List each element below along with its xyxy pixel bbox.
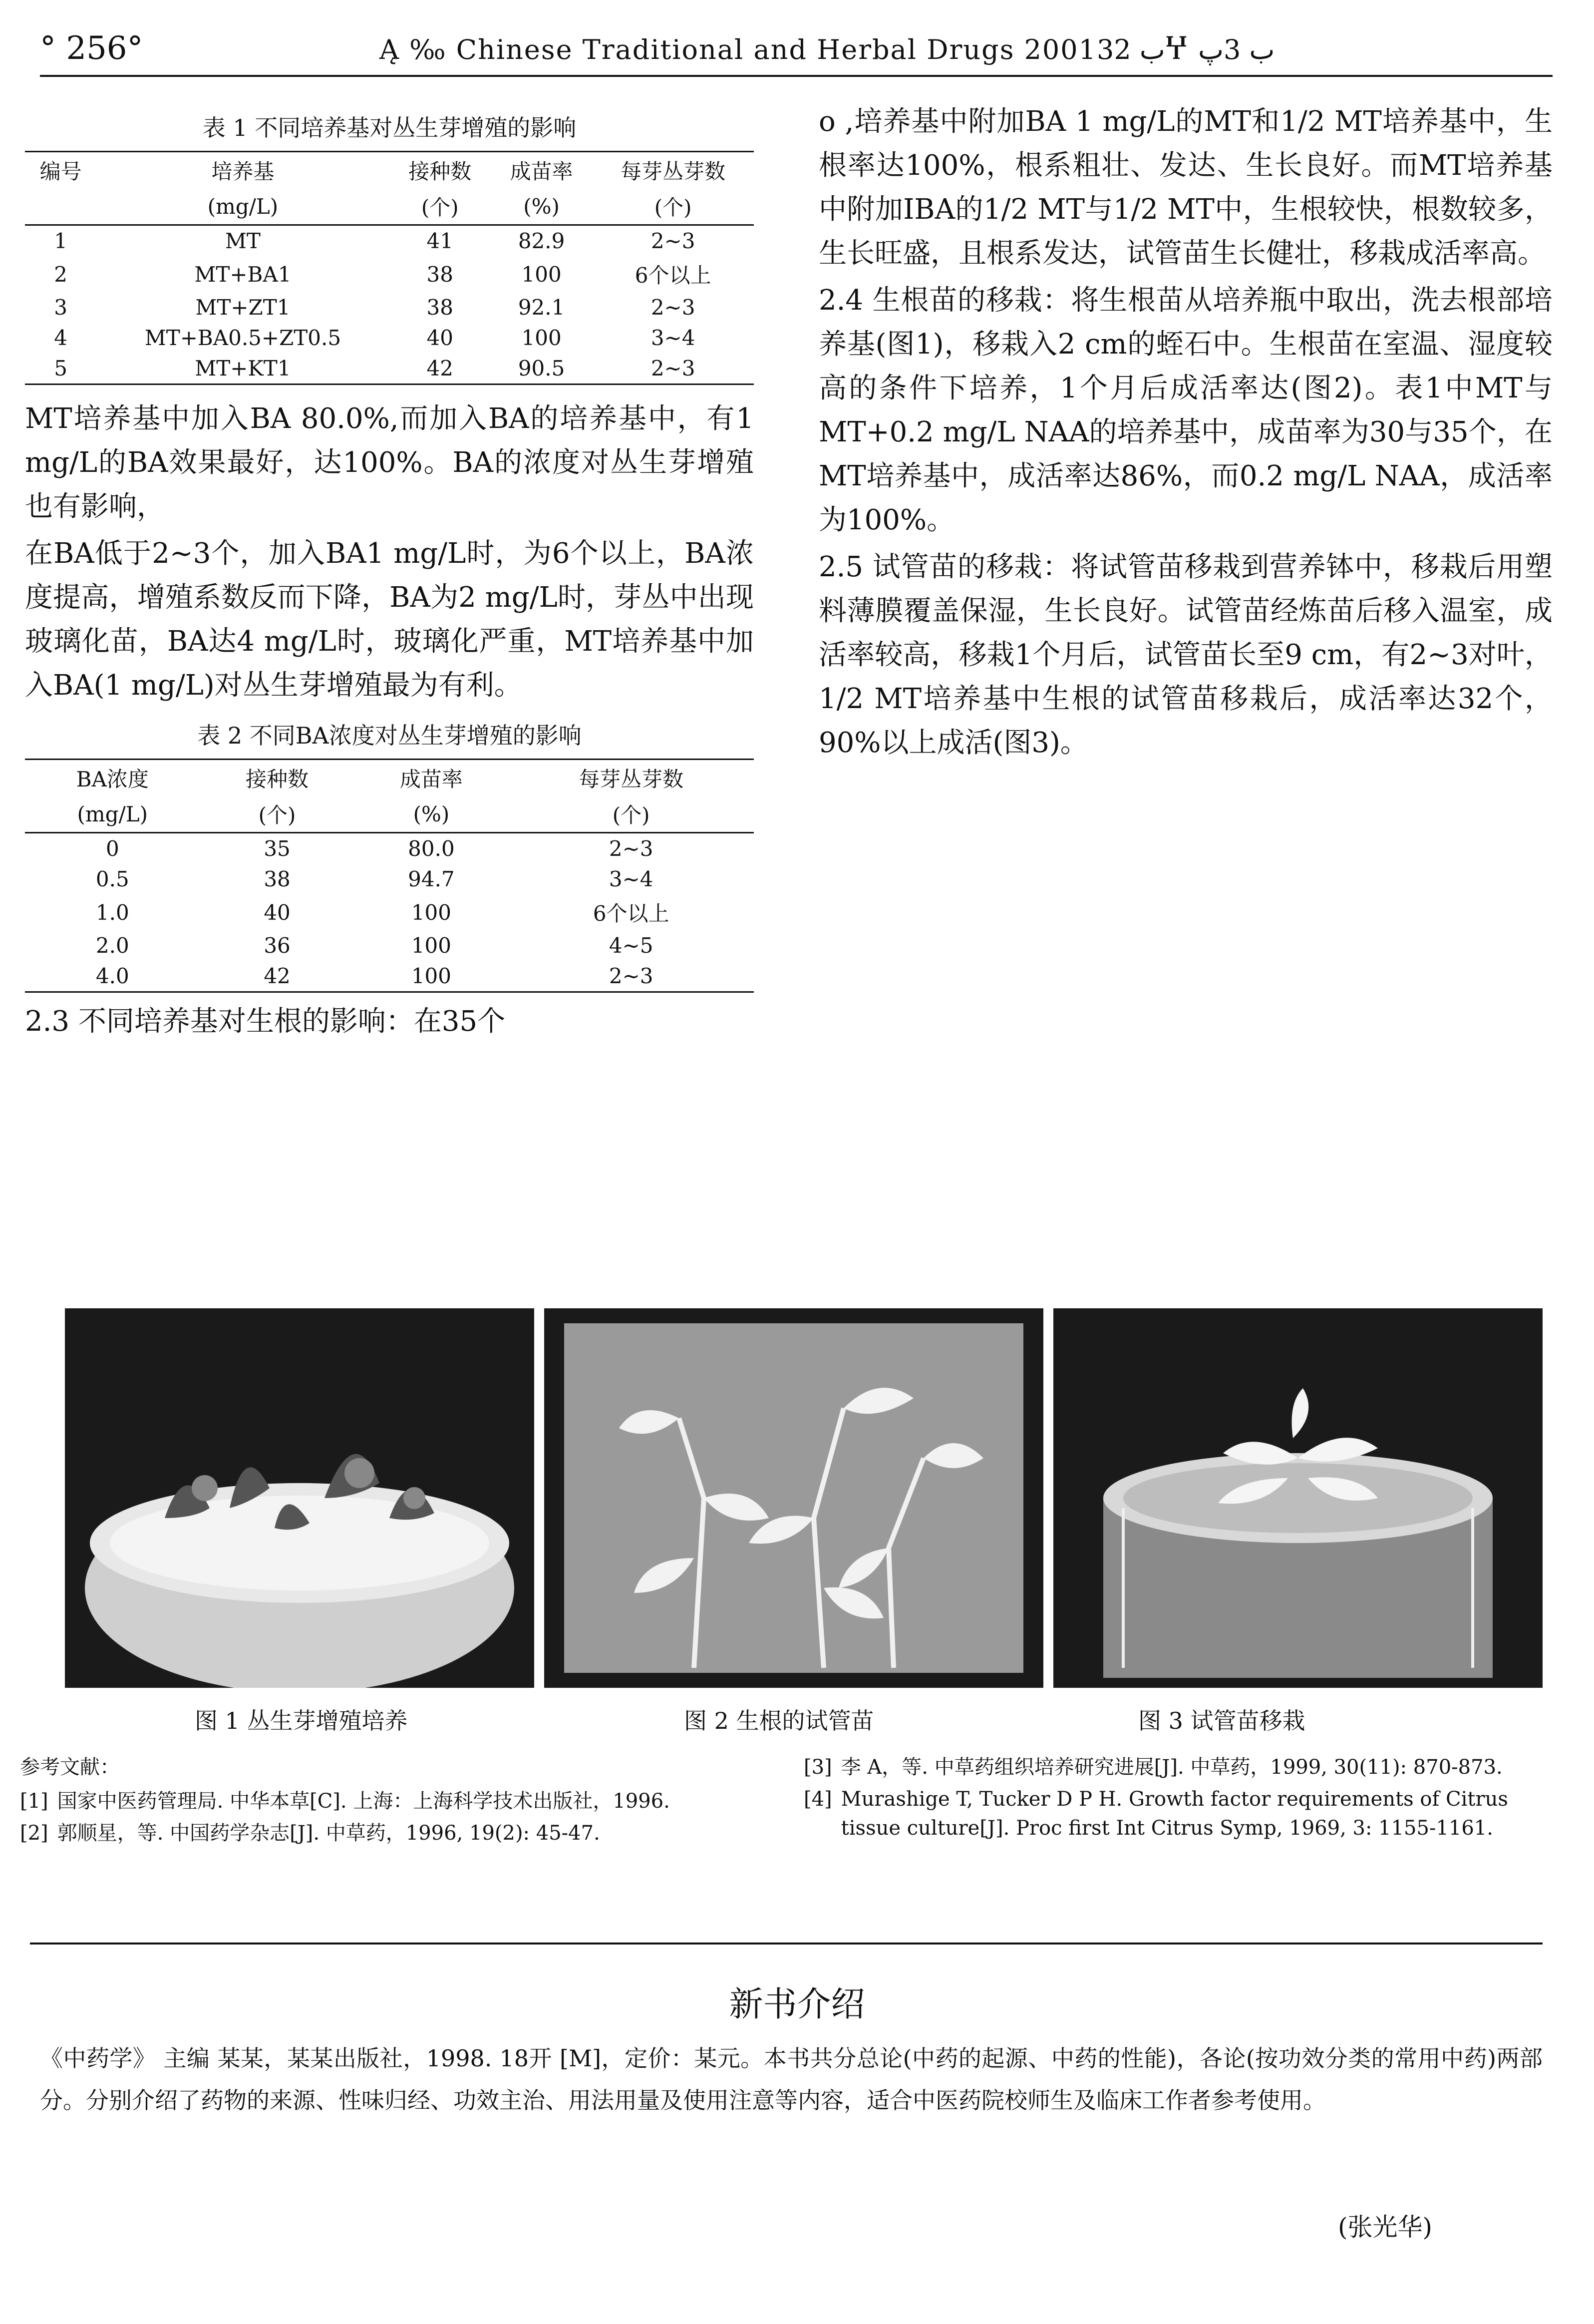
table2-unit: (个) — [508, 796, 754, 833]
table1-unit: (个) — [592, 188, 754, 225]
body-paragraph: MT培养基中加入BA 80.0%,而加入BA的培养基中，有1 mg/L的BA效果最好，达100%。BA的浓度对丛生芽增殖也有影响， — [25, 402, 754, 523]
body-paragraph: 在BA低于2~3个，加入BA1 mg/L时，为6个以上，BA浓度提高，增殖系数反而下降，BA为2 mg/L时，芽丛中出现玻璃化苗，BA达4 mg/L时，玻璃化严重，MT培养基中加入BA(1 mg/L)对丛生芽增殖最为有利。 — [25, 537, 754, 702]
table-cell: 92.1 — [518, 295, 565, 320]
table2 — [25, 759, 754, 993]
table-cell: 35 — [264, 836, 291, 861]
section-heading: 2.3 不同培养基对生根的影响：在35个 — [25, 1005, 506, 1038]
table-cell: 0.5 — [95, 867, 129, 891]
figure-3-photo — [1053, 1308, 1543, 1688]
table-cell: MT+KT1 — [96, 353, 389, 385]
figure-strip — [65, 1308, 1543, 1698]
table-cell: MT+BA0.5+ZT0.5 — [144, 326, 341, 350]
reference-number: [2] — [20, 1822, 48, 1845]
header-rule — [40, 75, 1553, 77]
table-cell: 100 — [521, 326, 562, 350]
table-row — [25, 833, 754, 864]
reference-number: [3] — [804, 1756, 832, 1779]
reference-item — [20, 1787, 769, 1816]
reference-text: 国家中医药管理局. 中华本草[C]. 上海：上海科学技术出版社，1996. — [57, 1790, 670, 1813]
table-cell: MT — [225, 229, 261, 253]
table-cell: 100 — [354, 961, 508, 992]
table-cell: 94.7 — [408, 867, 455, 891]
table2-header: 每芽丛芽数 — [508, 760, 754, 796]
table-cell: MT+BA1 — [194, 262, 292, 287]
notice-title: 新书介绍 — [729, 1985, 865, 2024]
table-row — [25, 961, 754, 992]
table-cell: 100 — [521, 262, 562, 287]
table-cell: 42 — [200, 961, 354, 992]
table-cell: 4.0 — [25, 961, 200, 992]
table-row — [25, 353, 754, 385]
table-cell: 36 — [264, 933, 291, 958]
table-cell: 2~3 — [650, 229, 695, 253]
reference-text: Murashige T, Tucker D P H. Growth factor requirements of Citrus tissue culture[J]. Proc first Int Citrus Symp, 1969, 3: 1155-1161. — [841, 1788, 1508, 1840]
table-cell: 3 — [54, 295, 67, 320]
table-cell: 2 — [54, 262, 67, 287]
table2-caption: 表 2 不同BA浓度对丛生芽增殖的影响 — [197, 722, 582, 749]
table1-header: 培养基 — [96, 152, 389, 189]
running-header — [40, 30, 1553, 75]
table-cell: 5 — [25, 353, 96, 385]
table-cell: 100 — [411, 933, 451, 958]
figure-3-caption: 图 3 试管苗移栽 — [1138, 1707, 1305, 1734]
table-cell: 4 — [54, 326, 67, 350]
reference-text: 郭顺星，等. 中国药学杂志[J]. 中草药，1996, 19(2): 45-47. — [57, 1822, 600, 1845]
table-row — [25, 323, 754, 353]
table1-header: 编号 — [25, 152, 96, 189]
table-cell: 0 — [105, 836, 119, 861]
table-cell: 1 — [54, 229, 67, 253]
table-cell: 1.0 — [95, 900, 129, 925]
reference-number: [1] — [20, 1790, 48, 1813]
table-cell: 90.5 — [491, 353, 592, 385]
table1-caption: 表 1 不同培养基对丛生芽增殖的影响 — [202, 114, 577, 141]
references-right — [804, 1753, 1543, 1846]
table-row — [25, 225, 754, 257]
table-row — [25, 256, 754, 292]
figure-1-caption: 图 1 丛生芽增殖培养 — [195, 1707, 408, 1734]
page-number: ° 256° — [40, 30, 143, 67]
table1-header: 接种数 — [389, 152, 491, 189]
journal-title: Ą ‰ Chinese Traditional and Herbal Drugs 2001ب 32Ⴤ ب 3پ — [379, 34, 1275, 65]
reference-text: 李 A，等. 中草药组织培养研究进展[J]. 中草药，1999, 30(11): 870-873. — [841, 1756, 1503, 1779]
left-column — [25, 100, 754, 1044]
table-cell: 3~4 — [609, 867, 653, 891]
table-cell: 3~4 — [650, 326, 695, 350]
body-paragraph: 2.4 生根苗的移栽：将生根苗从培养瓶中取出，洗去根部培养基(图1)，移栽入2 cm的蛭石中。生根苗在室温、湿度较高的条件下培养，1个月后成活率达(图2)。表1中MT与MT+0.2 mg/L NAA的培养基中，成苗率为30与35个，在MT培养基中，成活率达86%，而0.2 mg/L NAA，成活率为100%。 — [819, 284, 1553, 536]
notice-text: 《中药学》 主编 某某，某某出版社，1998. 18开 [M]，定价：某元。本书共分总论(中药的起源、中药的性能)，各论(按功效分类的常用中药)两部分。分别介绍了药物的来源、性味归经、功效主治、用法用量及使用注意等内容，适合中医药院校师生及临床工作者参考使用。 — [40, 2045, 1543, 2114]
table-cell: 6个以上 — [635, 263, 711, 288]
table-cell: 41 — [426, 229, 453, 253]
table-cell: 6个以上 — [593, 901, 669, 926]
table2-unit: (%) — [354, 796, 508, 833]
table-cell: 40 — [264, 900, 291, 925]
table-row — [25, 864, 754, 894]
body-paragraph: o ,培养基中附加BA 1 mg/L的MT和1/2 MT培养基中，生根率达100%，根系粗壮、发达、生长良好。而MT培养基中附加IBA的1/2 MT与1/2 MT中，生根较快，根数较多，生长旺盛，且根系发达，试管苗生长健壮，移栽成活率高。 — [819, 105, 1553, 270]
figure-2-caption: 图 2 生根的试管苗 — [684, 1707, 874, 1734]
figure-captions — [65, 1703, 1543, 1738]
reference-item — [20, 1819, 769, 1848]
table-cell: 38 — [426, 295, 453, 320]
reference-number: [4] — [804, 1788, 832, 1811]
table-cell: 40 — [426, 326, 453, 350]
reference-item — [804, 1753, 1543, 1782]
notice-signature: (张光华) — [1338, 2213, 1433, 2242]
table2-header: 接种数 — [200, 760, 354, 796]
table1-header: 成苗率 — [491, 152, 592, 189]
table1 — [25, 151, 754, 385]
table-cell: 80.0 — [408, 836, 455, 861]
reference-item — [804, 1785, 1543, 1843]
table-cell: 2~3 — [508, 961, 754, 992]
table1-header: 每芽丛芽数 — [592, 152, 754, 189]
table-cell: 38 — [426, 262, 453, 287]
references-heading: 参考文献： — [20, 1756, 120, 1779]
figure-2-photo — [544, 1308, 1043, 1688]
section-divider — [30, 1942, 1543, 1944]
figure-1-photo — [65, 1308, 534, 1688]
table2-unit: (个) — [200, 796, 354, 833]
table1-unit: (个) — [389, 188, 491, 225]
right-column — [819, 100, 1553, 768]
table-cell: 38 — [264, 867, 291, 891]
table2-unit: (mg/L) — [25, 796, 200, 833]
table1-unit: (%) — [491, 188, 592, 225]
table-cell: 82.9 — [518, 229, 565, 253]
table1-unit: (mg/L) — [96, 188, 389, 225]
table-cell: 2~3 — [609, 836, 653, 861]
table1-unit — [25, 188, 96, 225]
table-row — [25, 292, 754, 323]
table2-header: 成苗率 — [354, 760, 508, 796]
references-left — [20, 1753, 769, 1851]
table-cell: 2.0 — [95, 933, 129, 958]
table-row — [25, 930, 754, 961]
table2-header: BA浓度 — [25, 760, 200, 796]
table-cell: 2~3 — [592, 353, 754, 385]
table-cell: MT+ZT1 — [195, 295, 291, 320]
table-cell: 42 — [389, 353, 491, 385]
body-paragraph: 2.5 试管苗的移栽：将试管苗移栽到营养钵中，移栽后用塑料薄膜覆盖保湿，生长良好。试管苗经炼苗后移入温室，成活率较高，移栽1个月后，试管苗长至9 cm，有2~3对叶，1/2 MT培养基中生根的试管苗移栽后，成活率达32个，90%以上成活(图3)。 — [819, 551, 1553, 759]
table-cell: 100 — [411, 900, 451, 925]
table-row — [25, 894, 754, 930]
table-cell: 4~5 — [609, 933, 653, 958]
table-cell: 2~3 — [650, 295, 695, 320]
